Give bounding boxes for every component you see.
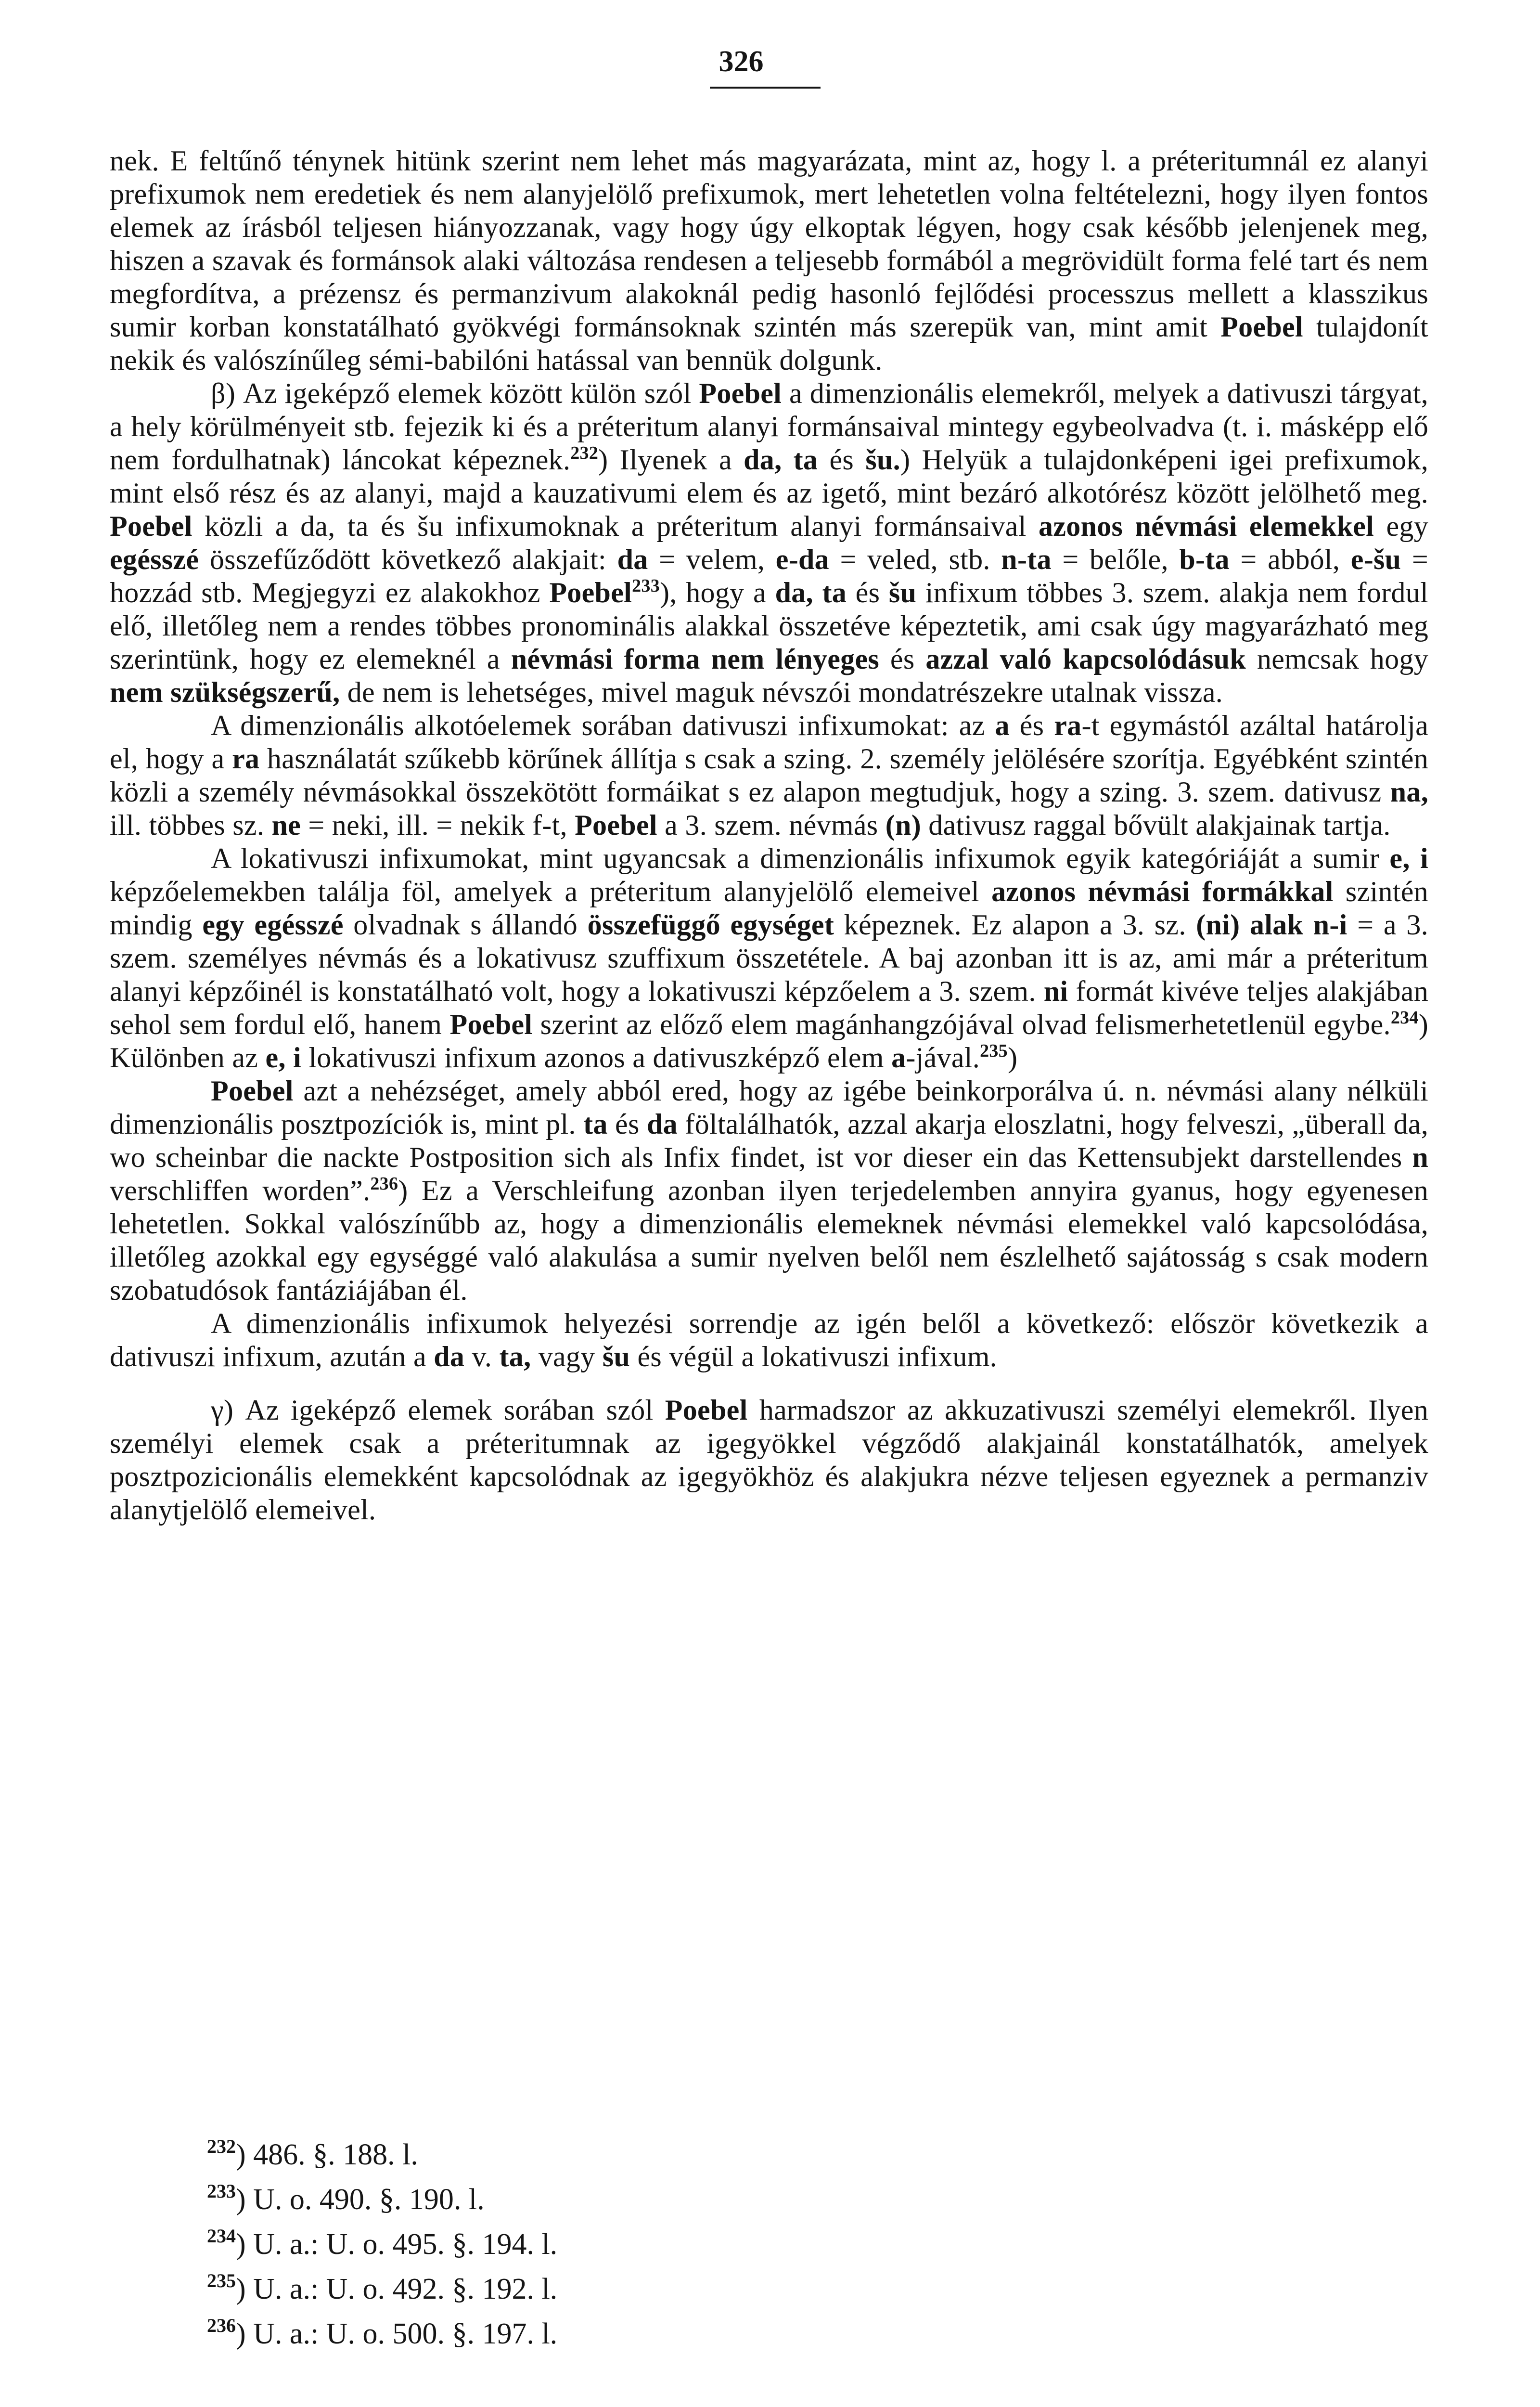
bold-run: da (434, 1341, 465, 1372)
footnote-text: ) 486. §. 188. l. (236, 2138, 418, 2171)
bold-run: da (646, 1108, 678, 1140)
text-run: formát kivéve teljes alakjában sehol sem fordul elő, hanem (110, 975, 1428, 1040)
bold-run: Poebel (110, 510, 192, 542)
footnote-reference: 236 (370, 1174, 398, 1194)
footnote-234 (207, 2222, 977, 2267)
paragraph-5 (110, 1074, 1428, 1307)
text-run: és (847, 577, 889, 608)
text-run: = a 3. szem. személyes névmás és a lokativusz szuffixum összetétele. A baj azonban itt is az, ami már a préteritum alanyi képzőinél is konstatálható volt, hogy a lokativuszi képzőelem a 3. szem. (110, 909, 1428, 1007)
bold-run: e-šu (1350, 544, 1401, 575)
text-run: és (1009, 710, 1054, 741)
body-text (110, 144, 1428, 1527)
bold-run: ta, (499, 1341, 531, 1372)
text-run: = veled, stb. (829, 544, 1001, 575)
page-number-underline (710, 87, 821, 89)
text-run: és (879, 643, 926, 675)
bold-run: azzal való kapcsolódásuk (925, 643, 1246, 675)
bold-run: ni (1043, 975, 1068, 1007)
bold-run: Poebel (1220, 311, 1303, 343)
text-run: harmadszor az akkuzativuszi személyi elemekről. Ilyen személyi elemek csak a préteritumnak az igegyökkel végződő alakjainál konstatálhatók, amelyek posztpozicionális elemekként kapcsolódnak az igegyökhöz és alakjukra nézve teljesen egyeznek a permanziv alanytjelölő elemeivel. (110, 1394, 1428, 1526)
text-run: és (607, 1108, 647, 1140)
text-run: infixum többes 3. szem. alakja nem fordul elő, illetőleg nem a rendes többes pronominális alakkal összetéve képeztetik, ami csak úgy magyarázható meg szerintünk, hogy ez elemeknél a (110, 577, 1428, 675)
text-run: ) Különben az (110, 1009, 1428, 1074)
text-run: olvadnak s állandó (343, 909, 588, 941)
bold-run: na, (1390, 776, 1428, 808)
footnote-number: 232 (207, 2135, 236, 2157)
text-run: vagy (531, 1341, 603, 1372)
text-run: azt a nehézséget, amely abból ered, hogy az igébe beinkorporálva ú. n. névmási alany nélküli dimenzionális posztpozíciók is, mint pl. (110, 1075, 1428, 1140)
footnote-232 (207, 2133, 977, 2177)
footnote-reference: 235 (980, 1041, 1008, 1061)
bold-run: (n) (885, 809, 921, 841)
bold-run: e, i (1389, 842, 1428, 874)
text-run: = belőle, (1051, 544, 1180, 575)
footnote-text: ) U. a.: U. o. 495. §. 194. l. (236, 2228, 558, 2261)
text-run: használatát szűkebb körűnek állítja s csak a szing. 2. személy jelölésére szorítja. Egyébként szintén közli a személy névmásokkal összekötött formáikat s ez alapon megtudjuk, hogy a szing. 3. szem. dativusz (110, 743, 1428, 808)
bold-run: Poebel (665, 1394, 748, 1426)
text-run: -t egymástól azáltal határolja el, hogy a (110, 710, 1428, 775)
paragraph-2 (110, 377, 1428, 709)
bold-run: šu (602, 1341, 630, 1372)
text-run: dativusz raggal bővült alakjainak tartja. (921, 809, 1391, 841)
bold-run: a (995, 710, 1010, 741)
text-run: képeznek. Ez alapon a 3. sz. (834, 909, 1196, 941)
paragraph-7 (110, 1394, 1428, 1527)
bold-run: ra (1054, 710, 1082, 741)
text-run: ) Ilyenek a (598, 444, 744, 476)
bold-run: da (617, 544, 648, 575)
bold-run: a (891, 1042, 906, 1074)
footnote-number: 235 (207, 2270, 236, 2291)
footnote-reference: 232 (570, 443, 599, 463)
footnote-number: 236 (207, 2315, 236, 2336)
text-run: ) Helyük a tulajdonképeni igei prefixumok, mint első rész és az alanyi, majd a kauzativumi elem és az igető, mint bezáró alkotórész között jelölhető meg. (110, 444, 1428, 509)
footnote-236 (207, 2312, 977, 2356)
text-run: A dimenzionális infixumok helyezési sorrendje az igén belől a következő: először következik a dativuszi infixum, azután a (110, 1307, 1428, 1372)
text-run: szintén mindig (110, 876, 1428, 941)
bold-run: šu (888, 577, 917, 608)
footnote-text: ) U. a.: U. o. 500. §. 197. l. (236, 2317, 558, 2350)
footnote-number: 233 (207, 2180, 236, 2202)
footnote-number: 234 (207, 2225, 236, 2247)
text-run: lokativuszi infixum azonos a dativuszképző elem (301, 1042, 892, 1074)
bold-run: azonos névmási formákkal (991, 876, 1334, 907)
text-run: és (818, 444, 866, 476)
text-run: ) (1007, 1042, 1018, 1074)
text-run: a 3. szem. névmás (657, 809, 886, 841)
text-run: képzőelemekben találja föl, amelyek a préteritum alanyjelölő elemeivel (110, 876, 992, 907)
bold-run: ta (583, 1108, 608, 1140)
bold-run: azonos névmási elemekkel (1039, 510, 1374, 542)
bold-run: egésszé (110, 544, 199, 575)
bold-run: Poebel (575, 809, 657, 841)
paragraph-1 (110, 144, 1428, 377)
footnotes (207, 2133, 977, 2356)
text-run: nemcsak hogy (1246, 643, 1428, 675)
bold-run: n-ta (1001, 544, 1052, 575)
footnote-reference: 233 (632, 576, 660, 596)
text-run: szerint az előző elem magánhangzójával olvad felismerhetetlenül egybe. (532, 1009, 1391, 1040)
bold-run: n (1412, 1141, 1428, 1173)
bold-run: šu. (865, 444, 900, 476)
footnote-reference: 234 (1390, 1008, 1419, 1028)
bold-run: da, ta (775, 577, 847, 608)
text-run: ill. többes sz. (110, 809, 272, 841)
paragraph-4 (110, 842, 1428, 1074)
bold-run: da, ta (744, 444, 818, 476)
text-run: föltalálhatók, azzal akarja eloszlatni, hogy felveszi, „überall da, wo scheinbar die nackte Postposition sich als Infix findet, ist vor dieser ein das Kettensubjekt darstellendes (110, 1108, 1428, 1173)
text-run: v. (464, 1341, 500, 1372)
text-run: a dimenzionális elemekről, melyek a dativuszi tárgyat, a hely körülményeit stb. fejezik ki és a préteritum alanyi formánsaival mintegy egybeolvadva (t. i. másképp elő nem fordulhatnak) láncokat képeznek. (110, 377, 1428, 476)
text-run: = hozzád stb. Megjegyzi ez alakokhoz (110, 544, 1428, 608)
bold-run: Poebel (211, 1075, 294, 1107)
footnote-233 (207, 2177, 977, 2222)
text-run: = neki, ill. = nekik f-t, (301, 809, 575, 841)
bold-run: összefüggő egységet (587, 909, 834, 941)
text-run: de nem is lehetséges, mivel maguk névszói mondatrészekre utalnak vissza. (340, 676, 1223, 708)
page-number: 326 (719, 45, 764, 78)
text-run: egy (1374, 510, 1428, 542)
bold-run: névmási forma nem lényeges (511, 643, 880, 675)
footnote-text: ) U. a.: U. o. 492. §. 192. l. (236, 2273, 558, 2305)
bold-run: egy egésszé (202, 909, 344, 941)
paragraph-6 (110, 1307, 1428, 1373)
text-run: β) Az igeképző elemek között külön szól (211, 377, 699, 409)
text-run: A dimenzionális alkotóelemek sorában dativuszi infixumokat: az (211, 710, 995, 741)
bold-run: e-da (775, 544, 829, 575)
paragraph-3 (110, 709, 1428, 842)
text-run: -jával. (906, 1042, 980, 1074)
text-run: = velem, (648, 544, 776, 575)
bold-run: ra (232, 743, 260, 775)
bold-run: Poebel (449, 1009, 533, 1040)
text-run: γ) Az igeképző elemek sorában szól (211, 1394, 665, 1426)
text-run: verschliffen worden”. (110, 1175, 371, 1206)
bold-run: b-ta (1179, 544, 1230, 575)
text-run: összefűződött következő alakjait: (199, 544, 617, 575)
text-run: és végül a lokativuszi infixum. (630, 1341, 997, 1372)
text-run: tulajdonít nekik és valószínűleg sémi-babilóni hatással van bennük dolgunk. (110, 311, 1429, 376)
bold-run: nem szükségszerű, (110, 676, 340, 708)
text-run: ) Ez a Verschleifung azonban ilyen terjedelemben annyira gyanus, hogy egyenesen lehetetlen. Sokkal valószínűbb az, hogy a dimenzionális elemeknek névmási elemekkel való kapcsolódása, illetőleg azokkal egy egységgé való alakulása a sumir nyelven belől nem észlelhető sajátosság s csak modern szobatudósok fantáziájában él. (110, 1175, 1428, 1306)
text-run: közli a da, ta és šu infixumoknak a préteritum alanyi formánsaival (192, 510, 1039, 542)
text-run: A lokativuszi infixumokat, mint ugyancsak a dimenzionális infixumok egyik kategóriáját a sumir (211, 842, 1390, 874)
text-run: nek. E feltűnő ténynek hitünk szerint nem lehet más magyarázata, mint az, hogy l. a préteritumnál ez alanyi prefixumok nem eredetiek és nem alanyjelölő prefixumok, mert lehetetlen volna feltételezni, hogy ilyen fontos elemek az írásból teljesen hiányozzanak, vagy hogy úgy elkoptak légyen, hogy csak később jelenjenek meg, hiszen a szavak és formánsok alaki változása rendesen a teljesebb formából a megrövidült forma felé tart és nem megfordítva, a prézensz és permanzivum alakoknál pedig hasonló fejlődési processzus mellett a klasszikus sumir korban konstatálható gyökvégi formánsoknak szintén más szerepük van, mint amit (110, 145, 1428, 343)
text-run: ), hogy a (660, 577, 775, 608)
bold-run: ne (271, 809, 301, 841)
text-run: = abból, (1229, 544, 1351, 575)
bold-run: Poebel (699, 377, 782, 409)
bold-run: Poebel (549, 577, 632, 608)
bold-run: e, i (265, 1042, 302, 1074)
footnote-text: ) U. o. 490. §. 190. l. (236, 2183, 485, 2216)
bold-run: (ni) alak n-i (1196, 909, 1348, 941)
footnote-235 (207, 2267, 977, 2312)
